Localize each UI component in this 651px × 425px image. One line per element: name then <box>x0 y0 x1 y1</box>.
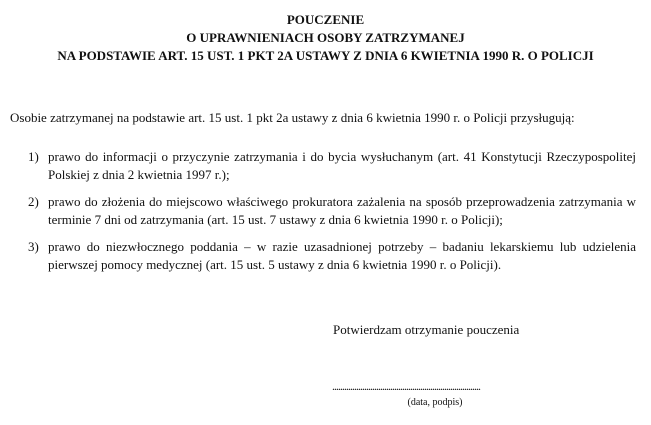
rights-list-item-2 <box>28 193 636 229</box>
item-number-2: 2) <box>28 194 39 209</box>
item-number-1: 1) <box>28 149 39 164</box>
title-line-1: POUCZENIE <box>286 12 365 27</box>
signature-hint: (data, podpis) <box>407 397 463 408</box>
rights-list-item-3 <box>28 238 636 274</box>
item-text-3: prawo do niezwłocznego poddania – w razie uzasadnionej potrzeby – badaniu lekarskiemu lub udzielenia pierwszej pomocy medycznej (art. 15 ust. 5 ustawy z dnia 6 kwietnia 1990 r. o Policji). <box>48 239 636 272</box>
item-text-1: prawo do informacji o przyczynie zatrzymania i do bycia wysłuchanym (art. 41 Konstytucji Rzeczypospolitej Polskiej z dnia 2 kwietnia 1997 r.); <box>48 149 636 182</box>
confirmation-text: Potwierdzam otrzymanie pouczenia <box>333 322 520 337</box>
signature-line: .......................................................................... <box>332 379 480 393</box>
title-line-2: O UPRAWNIENIACH OSOBY ZATRZYMANEJ <box>186 30 465 45</box>
rights-list-item-1 <box>28 148 636 184</box>
item-text-2: prawo do złożenia do miejscowo właściwego prokuratora zażalenia na sposób przeprowadzenia zatrzymania w terminie 7 dni od zatrzymania (art. 15 ust. 7 ustawy z dnia 6 kwietnia 1990 r. o Policji); <box>48 194 636 227</box>
document-title <box>0 11 651 65</box>
intro-paragraph: Osobie zatrzymanej na podstawie art. 15 ust. 1 pkt 2a ustawy z dnia 6 kwietnia 1990 r. o Policji przysługują: <box>10 110 575 125</box>
title-line-3: NA PODSTAWIE ART. 15 UST. 1 PKT 2A USTAWY Z DNIA 6 KWIETNIA 1990 R. O POLICJI <box>57 48 594 63</box>
item-number-3: 3) <box>28 239 39 254</box>
